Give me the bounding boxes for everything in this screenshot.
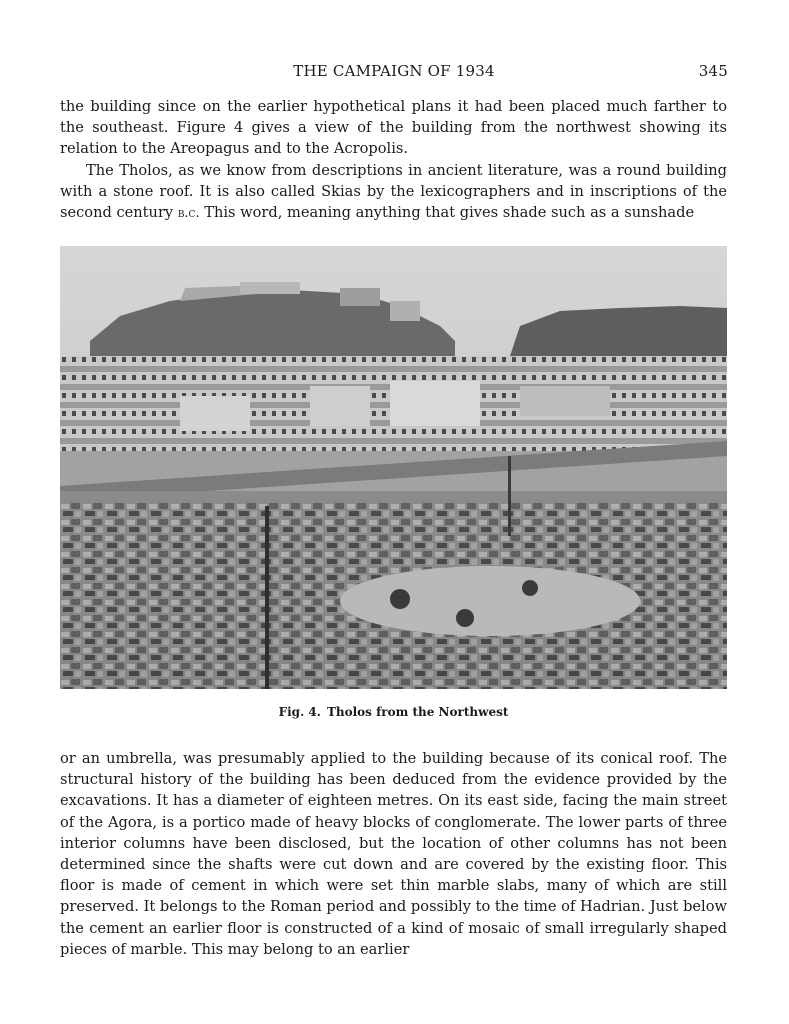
figure-photograph [60, 246, 727, 689]
figure-caption-text: Tholos from the Northwest [326, 705, 509, 719]
tholos-photograph [60, 246, 727, 689]
figure-caption [60, 705, 727, 719]
running-head-title: THE CAMPAIGN OF 1934 [293, 62, 495, 80]
paragraph-text-tail: This word, meaning anything that gives shade such as a sunshade [199, 204, 695, 222]
paragraph [60, 160, 727, 225]
paragraph: the building since on the earlier hypothetical plans it had been placed much farther to the southeast. Figure 4 gives a view of the building from the northwest showing its relation to the Areopagus and to the Acropolis. [60, 98, 727, 158]
body-text-bottom [60, 748, 727, 960]
era-abbreviation: b.c. [177, 206, 200, 222]
paragraph: or an umbrella, was presumably applied to the building because of its conical roof. The structural history of the building has been deduced from the evidence provided by the excavations. It has a diameter of eighteen metres. On its east side, facing the main street of the Agora, is a portico made of heavy blocks of conglomerate. The lower parts of three interior columns have been disclosed, but the location of other columns has not been determined since the shafts were cut down and are covered by the existing floor. This floor is made of cement in which were set thin marble slabs, many of which are still preserved. It belongs to the Roman period and possibly to the time of Hadrian. Just below the cement an earlier floor is constructed of a kind of mosaic of small irregularly shaped pieces of marble. This may belong to an earlier [60, 750, 727, 958]
running-head [60, 62, 728, 82]
page-number: 345 [698, 62, 728, 80]
paragraph-text: The Tholos, as we know from descriptions in ancient literature, was a round building with a stone roof. It is also called Skias by the lexicographers and in inscriptions of the second century [60, 161, 727, 222]
figure-label: Fig. 4. [278, 705, 321, 719]
body-text-top [60, 96, 727, 224]
